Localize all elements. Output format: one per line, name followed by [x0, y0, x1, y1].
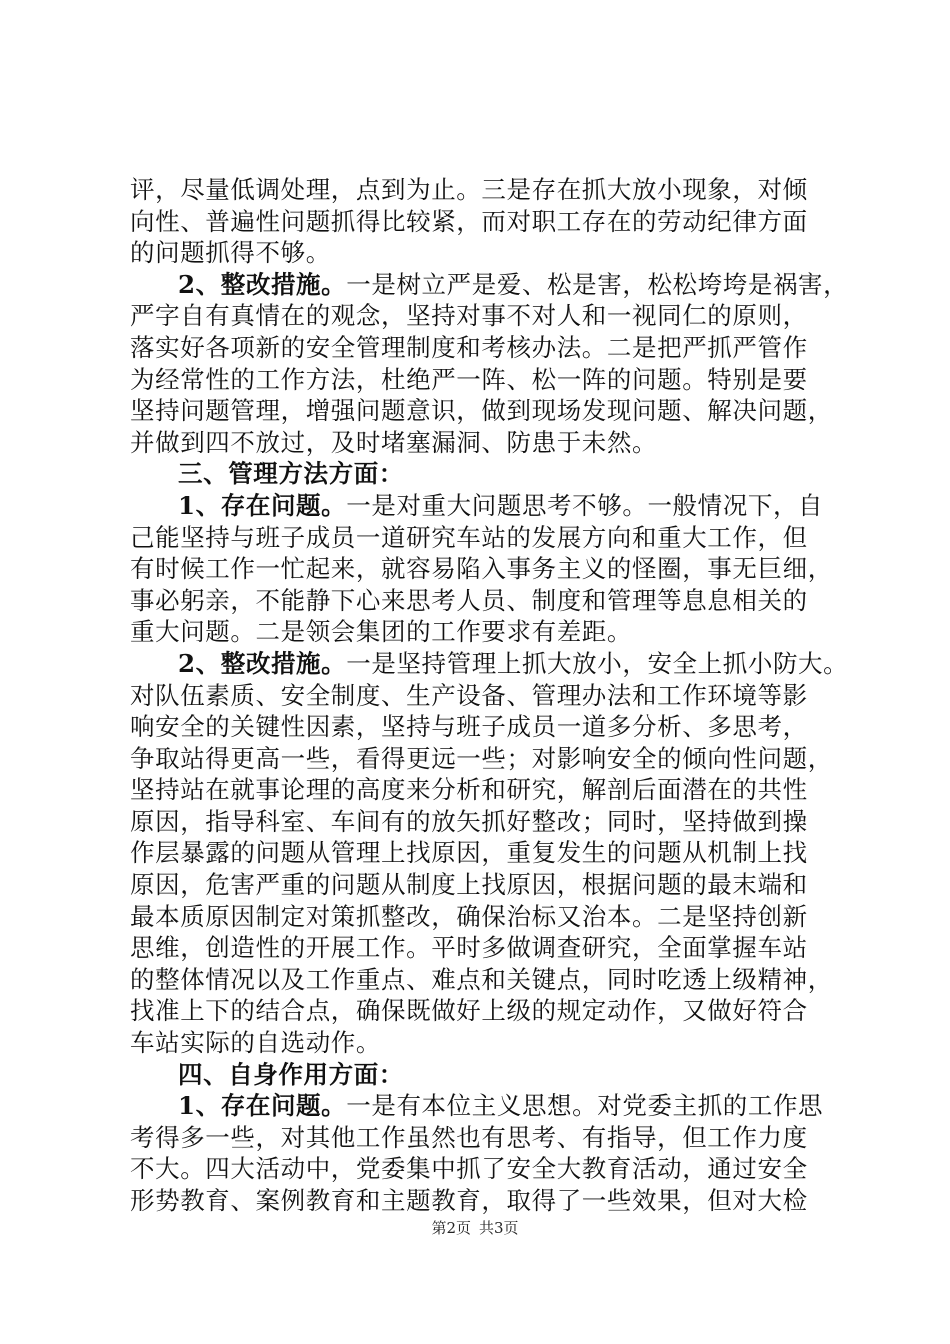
- line-text: 一是树立严是爱、松是害，松松垮垮是祸害，: [346, 269, 849, 299]
- text-line: [130, 522, 832, 554]
- page-total: 共3页: [479, 1219, 519, 1237]
- text-line: [130, 680, 832, 712]
- text-line: [130, 1185, 832, 1217]
- page-number: 第2页: [431, 1219, 471, 1237]
- line-text: 一是有本位主义思想。对党委主抓的工作思: [346, 1091, 824, 1121]
- line-text: 坚持站在就事论理的高度来分析和研究，解剖后面潜在的共性: [130, 775, 808, 805]
- text-line: [130, 553, 832, 585]
- line-text: 对队伍素质、安全制度、生产设备、管理办法和工作环境等影: [130, 680, 808, 710]
- text-line: [130, 1027, 832, 1059]
- heading-lead: 1、存在问题。: [178, 1091, 347, 1121]
- text-line: [130, 616, 832, 648]
- text-line: [130, 332, 832, 364]
- line-text: 一是坚持管理上抓大放小，安全上抓小防大。: [346, 648, 849, 678]
- text-line: [130, 837, 832, 869]
- line-text: 的整体情况以及工作重点、难点和关键点，同时吃透上级精神，: [130, 964, 833, 994]
- text-line: [130, 774, 832, 806]
- line-text: 一是对重大问题思考不够。一般情况下，自: [346, 490, 824, 520]
- line-text: 重大问题。二是领会集团的工作要求有差距。: [130, 617, 632, 647]
- text-line: [130, 932, 832, 964]
- text-line: [130, 364, 832, 396]
- line-text: 考得多一些，对其他工作虽然也有思考、有指导，但工作力度: [130, 1122, 808, 1152]
- line-text: 原因，指导科室、车间有的放矢抓好整改；同时，坚持做到操: [130, 806, 808, 836]
- line-text: 找准上下的结合点，确保既做好上级的规定动作，又做好符合: [130, 996, 808, 1026]
- line-text: 不大。四大活动中，党委集中抓了安全大教育活动，通过安全: [130, 1154, 808, 1184]
- line-text: 响安全的关键性因素，坚持与班子成员一道多分析、多思考，: [130, 712, 808, 742]
- line-text: 为经常性的工作方法，杜绝严一阵、松一阵的问题。特别是要: [130, 364, 808, 394]
- text-line: [130, 269, 849, 301]
- line-text: 并做到四不放过，及时堵塞漏洞、防患于未然。: [130, 427, 658, 457]
- text-line: [130, 1122, 832, 1154]
- text-line: [130, 174, 832, 206]
- heading-lead: 1、存在问题。: [178, 490, 347, 520]
- text-line: [130, 458, 832, 490]
- text-line: [130, 427, 832, 459]
- line-text: 最本质原因制定对策抓整改，确保治标又治本。二是坚持创新: [130, 901, 808, 931]
- heading-lead: 2、整改措施。: [178, 648, 347, 678]
- line-text: 事必躬亲，不能静下心来思考人员、制度和管理等息息相关的: [130, 585, 808, 615]
- text-line: [130, 869, 832, 901]
- line-text: 车站实际的自选动作。: [130, 1028, 381, 1058]
- line-text: 坚持问题管理，增强问题意识，做到现场发现问题、解决问题，: [130, 396, 833, 426]
- text-line: [130, 237, 832, 269]
- page-footer: [0, 1217, 950, 1238]
- line-text: 作层暴露的问题从管理上找原因，重复发生的问题从机制上找: [130, 838, 808, 868]
- line-text: 严字自有真情在的观念，坚持对事不对人和一视同仁的原则，: [130, 301, 808, 331]
- line-text: 向性、普遍性问题抓得比较紧，而对职工存在的劳动纪律方面: [130, 206, 808, 236]
- line-text: 己能坚持与班子成员一道研究车站的发展方向和重大工作，但: [130, 522, 808, 552]
- text-line: [130, 1153, 832, 1185]
- text-line: [130, 490, 832, 522]
- line-text: 思维，创造性的开展工作。平时多做调查研究，全面掌握车站: [130, 933, 808, 963]
- text-line: [130, 964, 832, 996]
- text-line: [130, 995, 832, 1027]
- line-text: 原因，危害严重的问题从制度上找原因，根据问题的最末端和: [130, 870, 808, 900]
- line-text: 落实好各项新的安全管理制度和考核办法。二是把严抓严管作: [130, 332, 808, 362]
- text-line: [130, 1059, 832, 1091]
- text-line: [130, 901, 832, 933]
- text-line: [130, 711, 832, 743]
- line-text: 形势教育、案例教育和主题教育，取得了一些效果，但对大检: [130, 1186, 808, 1215]
- text-line: [130, 206, 832, 238]
- text-line: [130, 395, 832, 427]
- heading-lead: 三、管理方法方面：: [178, 459, 404, 489]
- text-line: [130, 806, 832, 838]
- text-line: [130, 300, 832, 332]
- line-text: 争取站得更高一些，看得更远一些；对影响安全的倾向性问题，: [130, 743, 833, 773]
- heading-lead: 2、整改措施。: [178, 269, 347, 299]
- line-text: 有时候工作一忙起来，就容易陷入事务主义的怪圈，事无巨细，: [130, 554, 833, 584]
- text-line: [130, 585, 832, 617]
- line-text: 评，尽量低调处理，点到为止。三是存在抓大放小现象，对倾: [130, 175, 808, 204]
- heading-lead: 四、自身作用方面：: [178, 1059, 404, 1089]
- document-body: [130, 174, 849, 1217]
- text-line: [130, 1090, 832, 1122]
- text-line: [130, 648, 849, 680]
- line-text: 的问题抓得不够。: [130, 238, 331, 268]
- text-line: [130, 743, 832, 775]
